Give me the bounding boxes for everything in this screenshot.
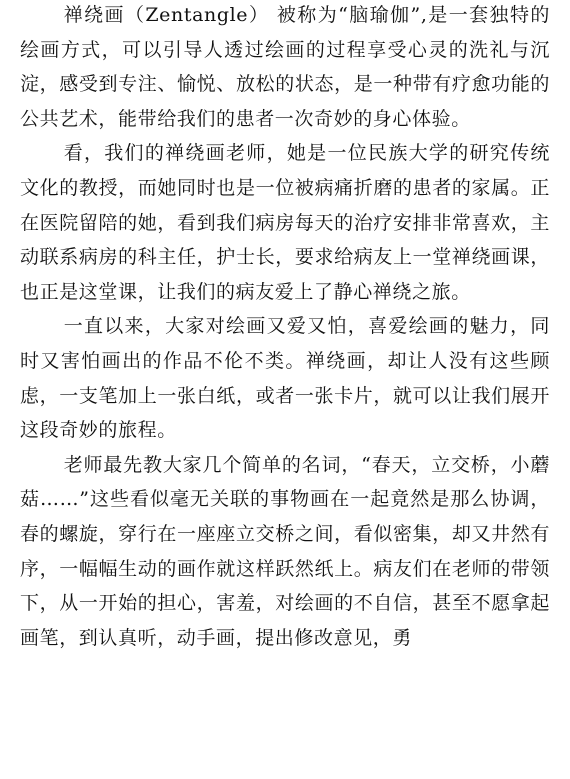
paragraph-zentangle-intro: 禅绕画（Zentangle） 被称为“脑瑜伽”,是一套独特的绘画方式，可以引导人透过绘画的过程享受心灵的洗礼与沉淀，感受到专注、愉悦、放松的状态，是一种带有疗愈功能的公共艺术，能带给我们的患者一次奇妙的身心体验。 <box>20 4 550 130</box>
paragraph-teacher: 看，我们的禅绕画老师，她是一位民族大学的研究传统文化的教授，而她同时也是一位被病痛折磨的患者的家属。正在医院留陪的她，看到我们病房每天的治疗安排非常喜欢，主动联系病房的科主任，护士长，要求给病友上一堂禅绕画课，也正是这堂课，让我们的病友爱上了静心禅绕之旅。 <box>20 142 550 303</box>
paragraph-drawing-fears: 一直以来，大家对绘画又爱又怕，喜爱绘画的魅力，同时又害怕画出的作品不伦不类。禅绕画，却让人没有这些顾虑，一支笔加上一张白纸，或者一张卡片，就可以让我们展开这段奇妙的旅程。 <box>20 315 550 442</box>
paragraph-lesson: 老师最先教大家几个简单的名词，“春天，立交桥，小蘑菇……”这些看似毫无关联的事物画在一起竟然是那么协调，春的螺旋，穿行在一座座立交桥之间，看似密集，却又井然有序，一幅幅生动的画作就这样跃然纸上。病友们在老师的带领下，从一开始的担心，害羞，对绘画的不自信，甚至不愿拿起画笔，到认真听，动手画，提出修改意见，勇 <box>20 453 550 649</box>
